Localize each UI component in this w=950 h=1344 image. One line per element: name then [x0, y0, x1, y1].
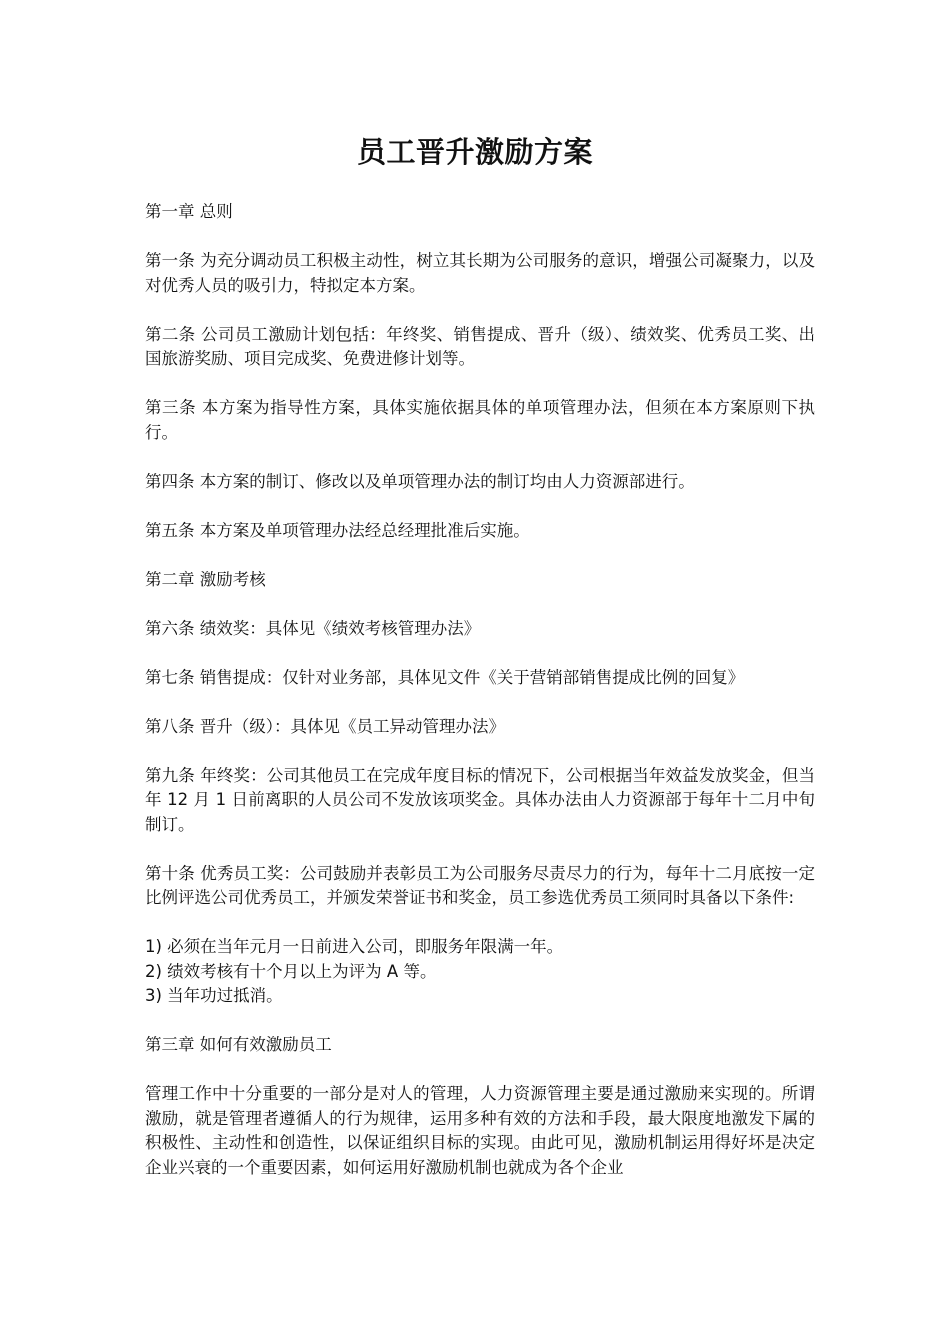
chapter-heading-3: 第三章 如何有效激励员工	[145, 1035, 332, 1054]
article-8: 第八条 晋升（级）：具体见《员工异动管理办法》	[145, 716, 505, 736]
article-1: 第一条 为充分调动员工积极主动性，树立其长期为公司服务的意识，增强公司凝聚力，以及对优秀人员的吸引力，特拟定本方案。	[145, 251, 815, 295]
conditions-list	[145, 935, 815, 1009]
intro-paragraph: 管理工作中十分重要的一部分是对人的管理，人力资源管理主要是通过激励来实现的。所谓激励，就是管理者遵循人的行为规律，运用多种有效的方法和手段，最大限度地激发下属的积极性、主动性和创造性，以保证组织目标的实现。由此可见，激励机制运用得好坏是决定企业兴衰的一个重要因素，如何运用好激励机制也就成为各个企业	[145, 1084, 815, 1177]
article-3: 第三条 本方案为指导性方案，具体实施依据具体的单项管理办法，但须在本方案原则下执行。	[145, 398, 815, 442]
document-body	[145, 200, 815, 1205]
chapter-heading-1: 第一章 总则	[145, 202, 233, 221]
condition-item-3: 3) 当年功过抵消。	[145, 986, 283, 1005]
document-title: 员工晋升激励方案	[356, 135, 593, 169]
article-7: 第七条 销售提成：仅针对业务部，具体见文件《关于营销部销售提成比例的回复》	[145, 667, 745, 687]
article-5: 第五条 本方案及单项管理办法经总经理批准后实施。	[145, 520, 530, 540]
condition-item-1: 1) 必须在当年元月一日前进入公司，即服务年限满一年。	[145, 937, 564, 956]
article-2: 第二条 公司员工激励计划包括：年终奖、销售提成、晋升（级）、绩效奖、优秀员工奖、出国旅游奖励、项目完成奖、免费进修计划等。	[145, 324, 815, 368]
chapter-heading-2: 第二章 激励考核	[145, 569, 266, 589]
article-6: 第六条 绩效奖：具体见《绩效考核管理办法》	[145, 618, 481, 638]
article-4: 第四条 本方案的制订、修改以及单项管理办法的制订均由人力资源部进行。	[145, 471, 695, 491]
condition-item-2: 2) 绩效考核有十个月以上为评为 A 等。	[145, 961, 437, 981]
article-10: 第十条 优秀员工奖：公司鼓励并表彰员工为公司服务尽责尽力的行为，每年十二月底按一定比例评选公司优秀员工，并颁发荣誉证书和奖金，员工参选优秀员工须同时具备以下条件:	[145, 863, 815, 907]
article-9: 第九条 年终奖：公司其他员工在完成年度目标的情况下，公司根据当年效益发放奖金，但当年 12 月 1 日前离职的人员公司不发放该项奖金。具体办法由人力资源部于每年十二月中旬制订。	[145, 765, 815, 834]
